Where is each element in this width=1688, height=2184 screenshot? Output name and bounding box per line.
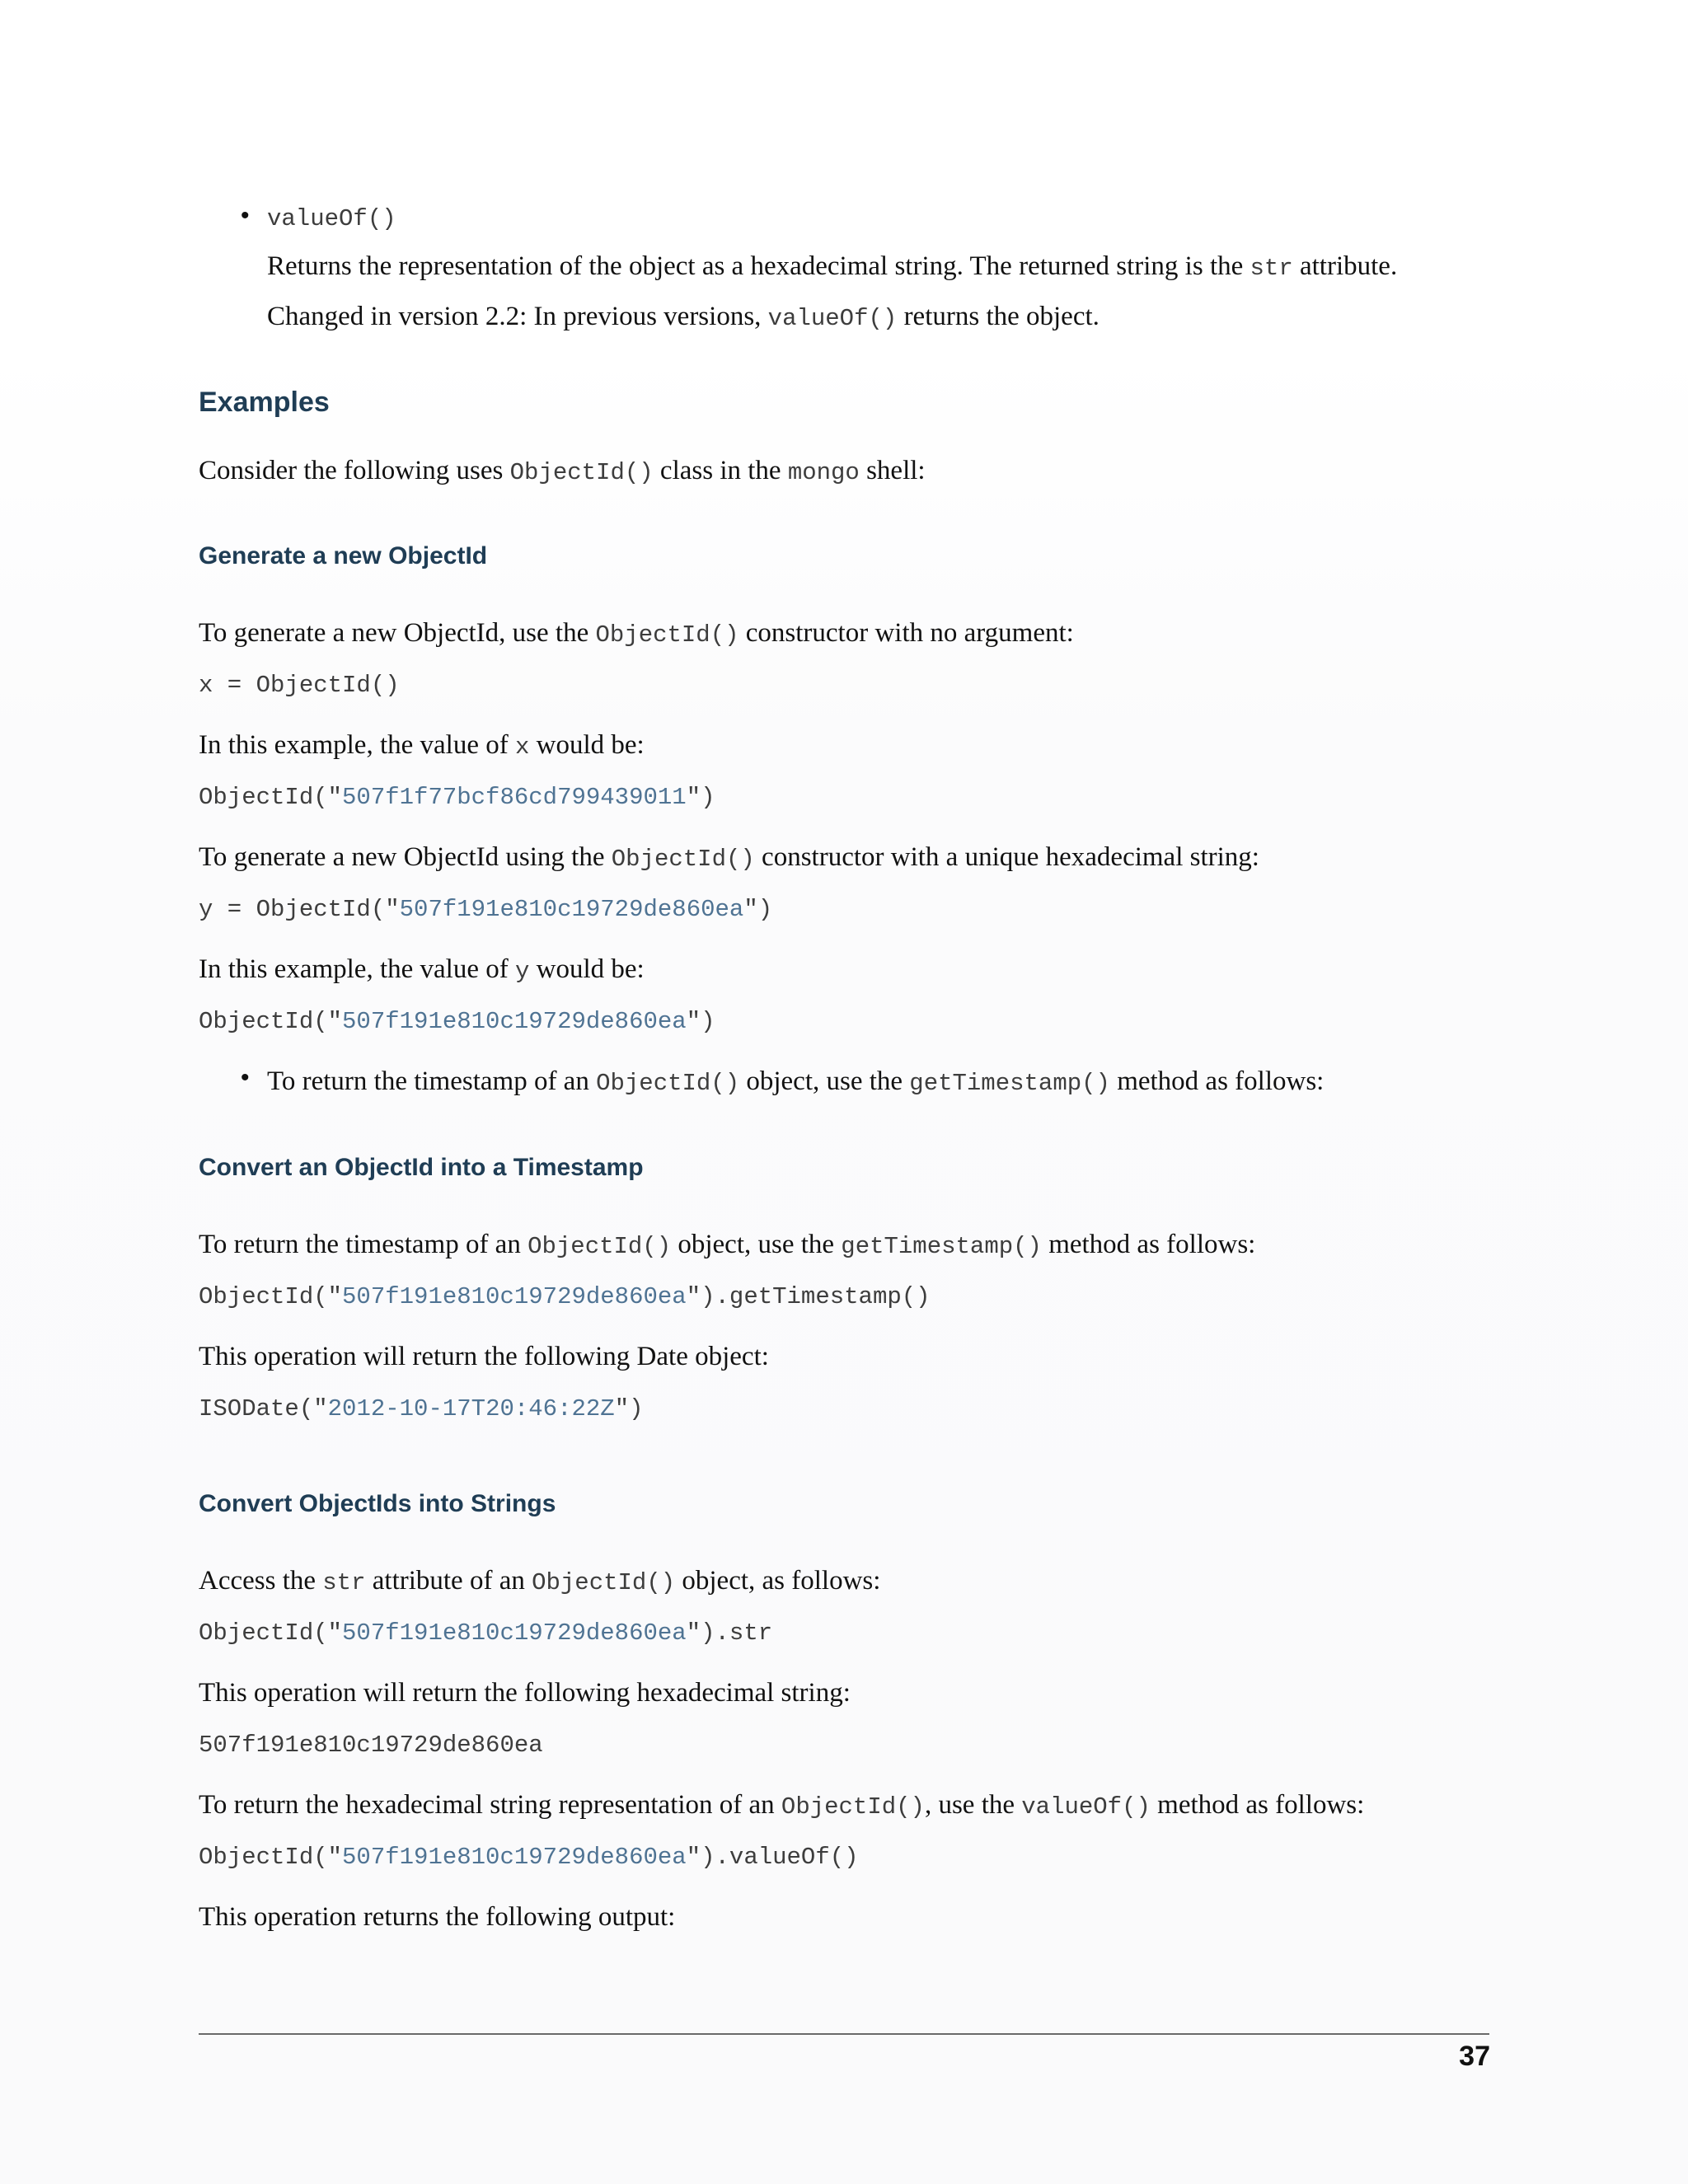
text: returns the object. [897, 302, 1100, 331]
inline-code: str [322, 1569, 366, 1596]
subsection-heading-strings: Convert ObjectIds into Strings [199, 1490, 556, 1517]
code-block: 507f191e810c19729de860ea [199, 1732, 543, 1759]
code-text: ") [743, 896, 773, 923]
inline-code: ObjectId() [611, 846, 755, 873]
inline-code: ObjectId() [781, 1793, 925, 1821]
paragraph [199, 953, 645, 988]
code-block [199, 784, 715, 811]
string-literal: 507f191e810c19729de860ea [399, 896, 744, 923]
inline-code: ObjectId() [595, 621, 739, 649]
text: method as follows: [1109, 1066, 1325, 1096]
inline-code: ObjectId() [596, 1070, 740, 1097]
text: class in the [653, 456, 788, 485]
string-literal: 507f191e810c19729de860ea [342, 1844, 687, 1871]
text: Access the [199, 1566, 323, 1596]
method-description [267, 250, 1397, 285]
code-block [199, 1619, 772, 1647]
subsection-heading-timestamp: Convert an ObjectId into a Timestamp [199, 1154, 644, 1181]
text: object, use the [739, 1066, 910, 1096]
text: Returns the representation of the object as a hexadecimal string. The returned string is the [267, 251, 1250, 281]
code-block [199, 1395, 644, 1422]
paragraph [199, 841, 1259, 876]
code-text: ").str [686, 1619, 773, 1647]
text: To return the timestamp of an [199, 1230, 528, 1259]
method-signature: valueOf() [267, 205, 396, 232]
code-text: ").valueOf() [686, 1844, 859, 1871]
text: constructor with no argument: [738, 618, 1074, 648]
string-literal: 2012-10-17T20:46:22Z [327, 1395, 615, 1422]
paragraph [199, 1564, 880, 1600]
code-block: x = ObjectId() [199, 672, 400, 699]
text: would be: [529, 954, 645, 984]
subsection-heading-generate: Generate a new ObjectId [199, 542, 488, 569]
code-block [199, 1008, 715, 1035]
text: would be: [529, 730, 645, 760]
string-literal: 507f1f77bcf86cd799439011 [342, 784, 687, 811]
code-text: ").getTimestamp() [686, 1283, 931, 1310]
text: method as follows: [1150, 1790, 1365, 1820]
string-literal: 507f191e810c19729de860ea [342, 1283, 687, 1310]
inline-code: valueOf() [767, 305, 898, 332]
text: Consider the following uses [199, 456, 510, 485]
paragraph [199, 729, 645, 764]
code-text: ObjectId(" [199, 1619, 343, 1647]
code-text: ") [686, 1008, 715, 1035]
paragraph: This operation will return the following hexadecimal string: [199, 1678, 851, 1708]
bullet-item [267, 1065, 1324, 1100]
page-number: 37 [1459, 2041, 1490, 2072]
paragraph [199, 1788, 1364, 1824]
text: To return the timestamp of an [267, 1066, 597, 1096]
text: attribute. [1292, 251, 1398, 281]
text: method as follows: [1041, 1230, 1256, 1259]
examples-intro [199, 454, 926, 490]
code-text: y = ObjectId(" [199, 896, 400, 923]
text: attribute of an [365, 1566, 532, 1596]
inline-code: valueOf() [1021, 1793, 1151, 1821]
code-text: ") [686, 784, 715, 811]
text: constructor with a unique hexadecimal string: [754, 842, 1259, 872]
text: To generate a new ObjectId using the [199, 842, 612, 872]
inline-code: str [1250, 255, 1293, 282]
inline-code: y [514, 958, 530, 985]
bullet-marker: • [241, 202, 250, 229]
footer-divider [199, 2033, 1489, 2035]
code-text: ISODate(" [199, 1395, 328, 1422]
bullet-marker: • [241, 1064, 250, 1091]
code-text: ObjectId(" [199, 784, 343, 811]
inline-code: getTimestamp() [909, 1070, 1110, 1097]
string-literal: 507f191e810c19729de860ea [342, 1008, 687, 1035]
inline-code: ObjectId() [509, 459, 654, 486]
code-text: ObjectId(" [199, 1283, 343, 1310]
code-block [199, 1283, 931, 1310]
text: object, as follows: [675, 1566, 881, 1596]
code-block [199, 896, 772, 923]
inline-code: ObjectId() [528, 1233, 672, 1260]
code-block [199, 1844, 859, 1871]
paragraph [199, 616, 1074, 652]
inline-code: ObjectId() [532, 1569, 676, 1596]
text: Changed in version 2.2: In previous versions, [267, 302, 768, 331]
string-literal: 507f191e810c19729de860ea [342, 1619, 687, 1647]
inline-code: getTimestamp() [841, 1233, 1042, 1260]
text: In this example, the value of [199, 730, 515, 760]
text: To return the hexadecimal string representation of an [199, 1790, 781, 1820]
inline-code: mongo [787, 459, 860, 486]
text: shell: [859, 456, 926, 485]
inline-code: x [514, 733, 530, 761]
paragraph [199, 1228, 1255, 1263]
version-change-note [267, 300, 1100, 335]
text: , use the [924, 1790, 1022, 1820]
text: object, use the [671, 1230, 842, 1259]
paragraph: This operation returns the following output: [199, 1902, 676, 1932]
text: To generate a new ObjectId, use the [199, 618, 596, 648]
code-text: ") [614, 1395, 644, 1422]
paragraph: This operation will return the following Date object: [199, 1342, 769, 1371]
section-heading-examples: Examples [199, 387, 330, 418]
code-text: ObjectId(" [199, 1008, 343, 1035]
code-text: ObjectId(" [199, 1844, 343, 1871]
text: In this example, the value of [199, 954, 515, 984]
